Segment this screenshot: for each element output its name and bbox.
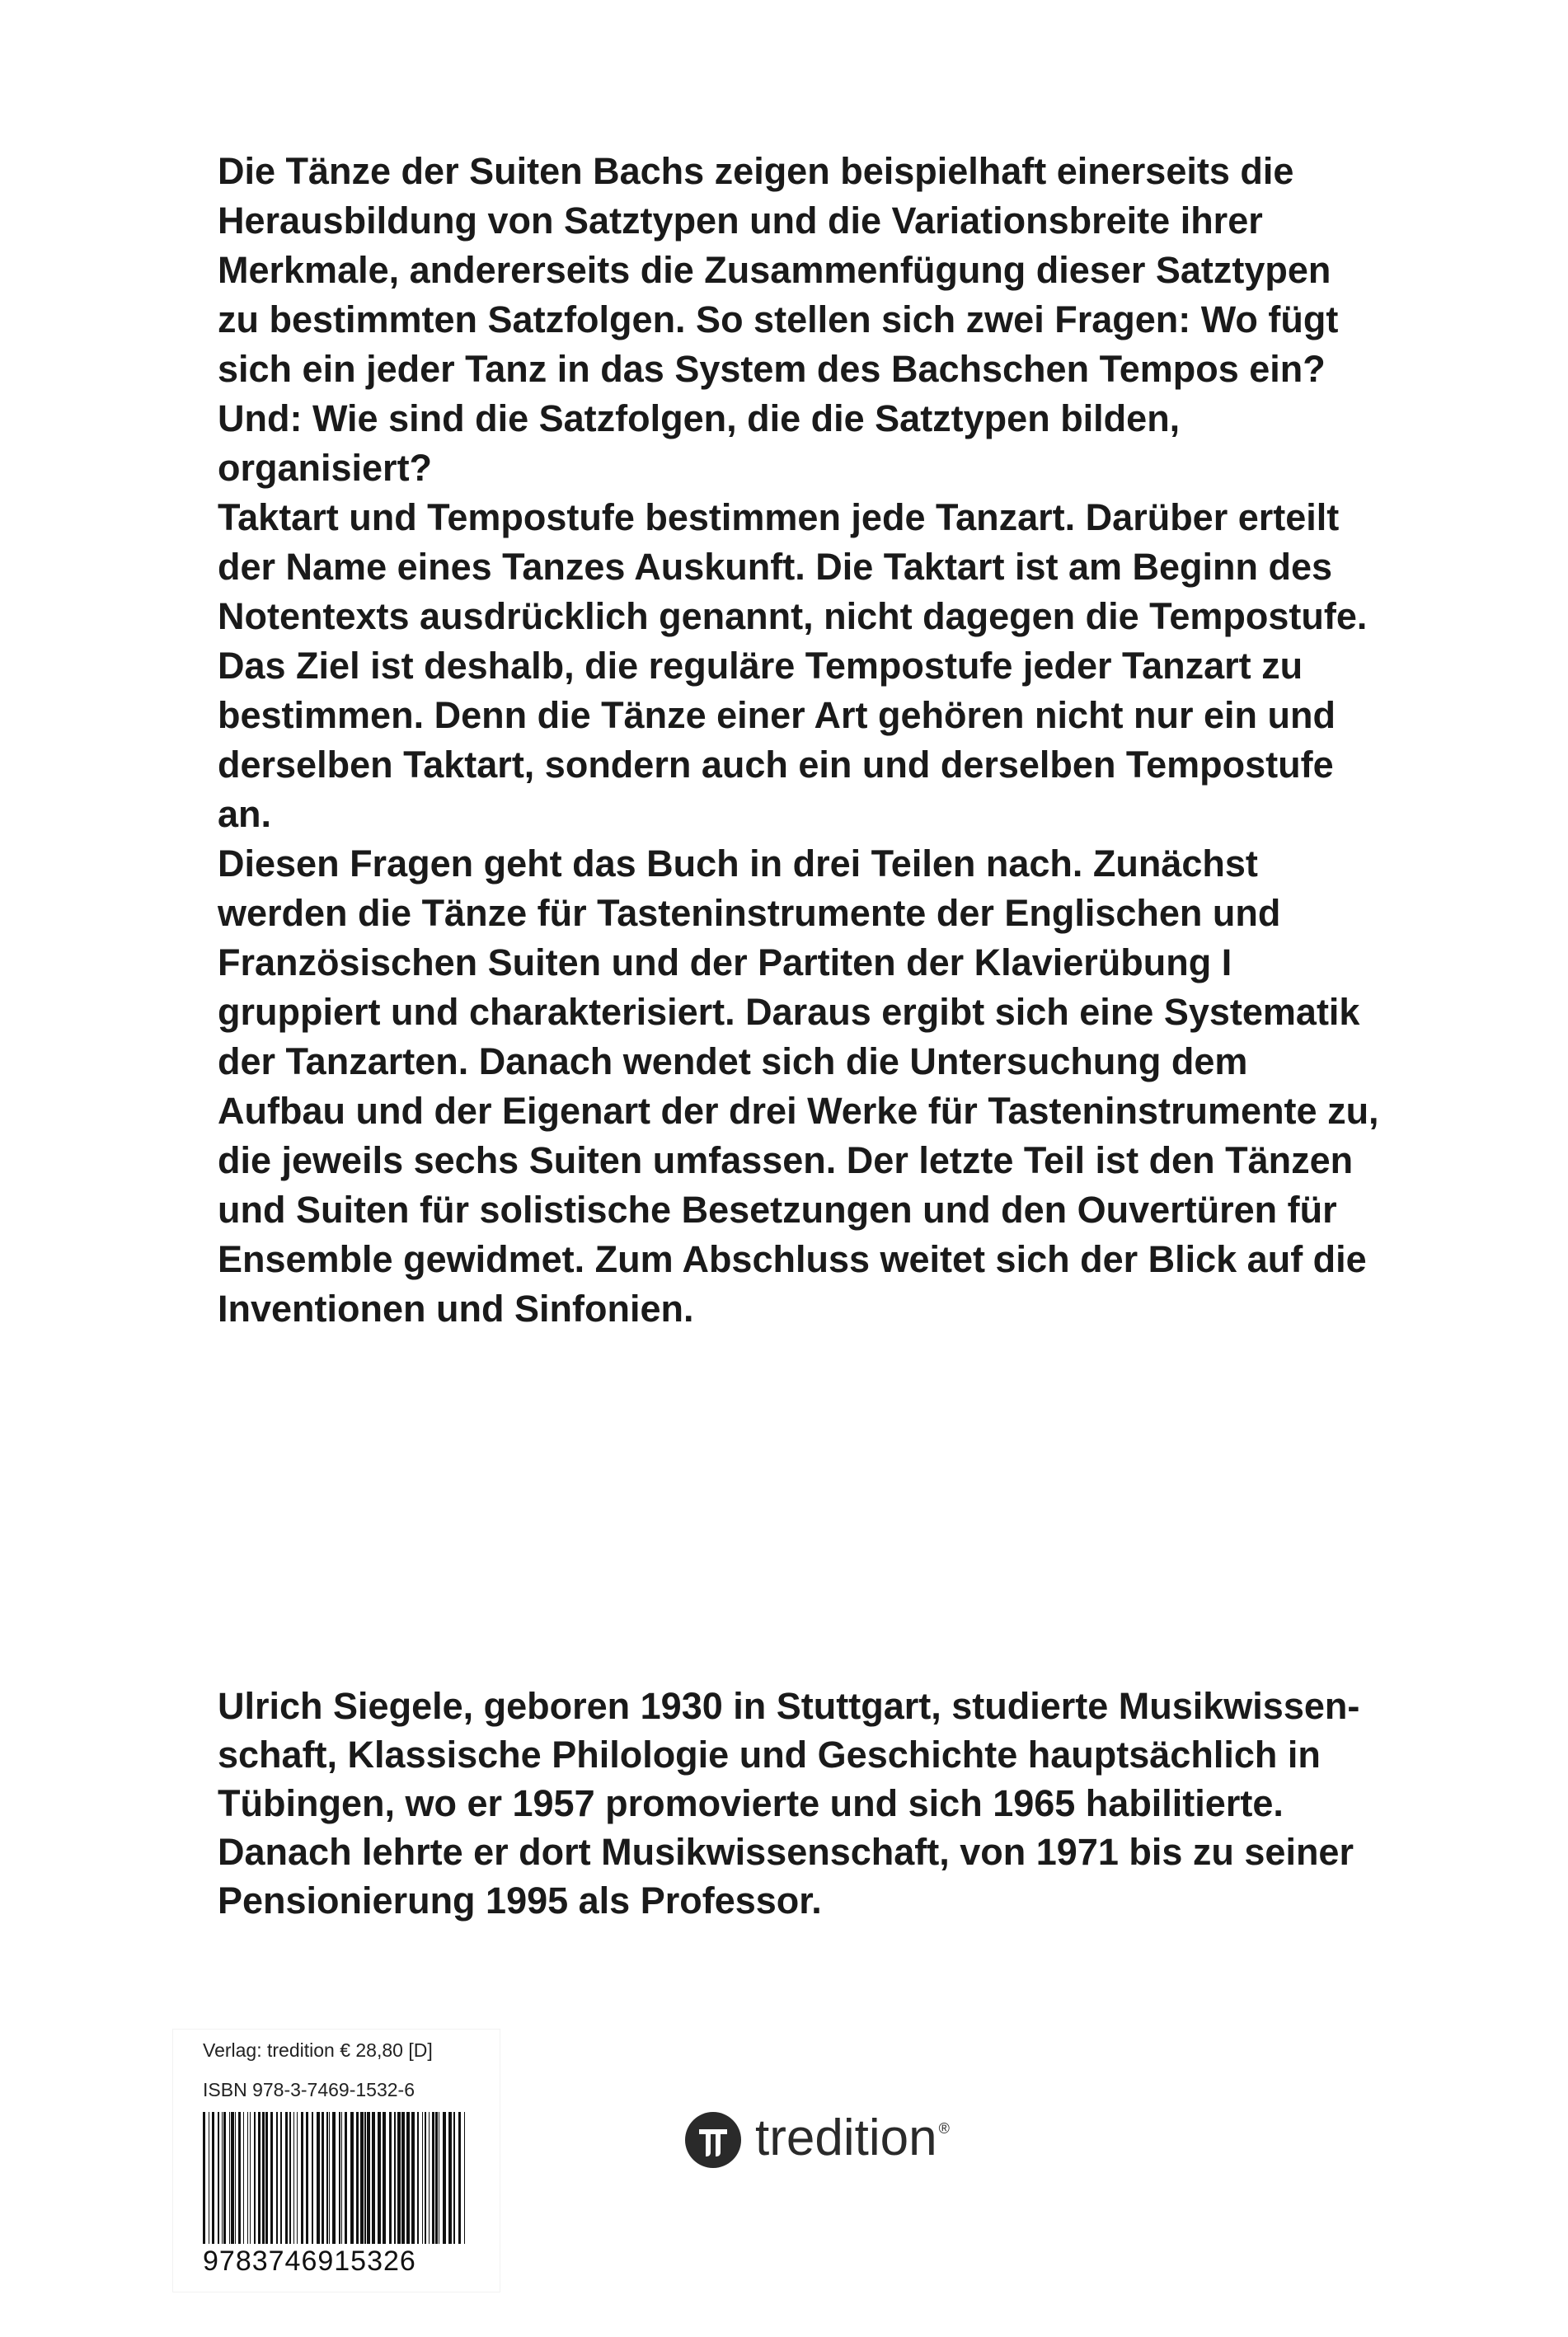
barcode-bar (326, 2112, 328, 2244)
logo-text (755, 2109, 948, 2167)
barcode-bar (350, 2112, 354, 2244)
barcode-bar (332, 2112, 336, 2244)
barcode-icon (203, 2112, 467, 2244)
barcode-bar (212, 2112, 214, 2244)
barcode-bar (254, 2112, 256, 2244)
barcode-bar (341, 2112, 342, 2244)
barcode-label (173, 2030, 500, 2292)
barcode-bar (435, 2112, 438, 2244)
barcode-bar (425, 2112, 426, 2244)
blurb-line: an. (218, 793, 272, 835)
blurb-line: Das Ziel ist deshalb, die reguläre Tempostufe jeder Tanzart zu (218, 645, 1303, 687)
blurb-line: Diesen Fragen geht das Buch in drei Teilen nach. Zunächst (218, 842, 1258, 885)
blurb-line: die jeweils sechs Suiten umfassen. Der letzte Teil ist den Tänzen (218, 1139, 1354, 1181)
bio-line: schaft, Klassische Philologie und Geschichte hauptsächlich in (218, 1734, 1321, 1776)
barcode-bar (289, 2112, 291, 2244)
registered-mark: ® (938, 2120, 950, 2137)
bio-line: Tübingen, wo er 1957 promovierte und sich 1965 habilitierte. (218, 1782, 1284, 1824)
barcode-bar (265, 2112, 268, 2244)
publisher-logo (684, 2110, 948, 2169)
blurb-line: Taktart und Tempostufe bestimmen jede Tanzart. Darüber erteilt (218, 496, 1340, 538)
isbn-text: ISBN 978-3-7469-1532-6 (203, 2079, 415, 2100)
author-bio (218, 1682, 1537, 1925)
barcode-digits: 9783746915326 (203, 2245, 416, 2277)
barcode-bar (364, 2112, 366, 2244)
barcode-bar (356, 2112, 359, 2244)
barcode-bar (258, 2112, 261, 2244)
barcode-bar (448, 2112, 452, 2244)
blurb-line: Ensemble gewidmet. Zum Abschluss weitet sich der Blick auf die (218, 1238, 1367, 1280)
barcode-bar (250, 2112, 251, 2244)
publisher-price: Verlag: tredition € 28,80 [D] (203, 2039, 433, 2061)
barcode-bar (306, 2112, 308, 2244)
barcode-bar (223, 2112, 226, 2244)
barcode-bar (322, 2112, 324, 2244)
barcode-bar (297, 2112, 298, 2244)
blurb-line: Inventionen und Sinfonien. (218, 1288, 694, 1330)
blurb-line: zu bestimmten Satzfolgen. So stellen sich zwei Fragen: Wo fügt (218, 298, 1339, 340)
barcode-bar (280, 2112, 282, 2244)
barcode-bar (406, 2112, 410, 2244)
blurb-line: Herausbildung von Satztypen und die Variationsbreite ihrer (218, 199, 1263, 242)
barcode-bar (270, 2112, 273, 2244)
barcode-bar (345, 2112, 347, 2244)
barcode-bar (247, 2112, 248, 2244)
barcode-bar (401, 2112, 405, 2244)
tredition-logo-icon (684, 2111, 742, 2169)
barcode-bar (458, 2112, 461, 2244)
barcode-bar (301, 2112, 303, 2244)
barcode-bar (422, 2112, 423, 2244)
barcode-bar (238, 2112, 241, 2244)
bio-line: Ulrich Siegele, geboren 1930 in Stuttgart, studierte Musikwissen- (218, 1685, 1360, 1727)
blurb-line: der Tanzarten. Danach wendet sich die Untersuchung dem (218, 1040, 1248, 1082)
barcode-bar (276, 2112, 278, 2244)
barcode-bar (339, 2112, 340, 2244)
barcode-bar (235, 2112, 236, 2244)
barcode-bar (218, 2112, 219, 2244)
blurb-text (218, 147, 1537, 1334)
barcode-bar (429, 2112, 430, 2244)
barcode-bar (312, 2112, 313, 2244)
blurb-line: organisiert? (218, 447, 433, 489)
barcode-bar (378, 2112, 381, 2244)
barcode-bar (360, 2112, 364, 2244)
blurb-line: Die Tänze der Suiten Bachs zeigen beispielhaft einerseits die (218, 150, 1294, 192)
barcode-bar (372, 2112, 375, 2244)
blurb-line: Und: Wie sind die Satzfolgen, die die Satztypen bilden, (218, 397, 1181, 439)
blurb-line: derselben Taktart, sondern auch ein und derselben Tempostufe (218, 744, 1334, 786)
barcode-bar (432, 2112, 434, 2244)
barcode-bar (243, 2112, 244, 2244)
barcode-bar (329, 2112, 330, 2244)
blurb-line: der Name eines Tanzes Auskunft. Die Taktart ist am Beginn des (218, 546, 1333, 588)
barcode-bar (464, 2112, 465, 2244)
barcode-bar (453, 2112, 455, 2244)
blurb-line: sich ein jeder Tanz in das System des Bachschen Tempos ein? (218, 348, 1326, 390)
barcode-bar (229, 2112, 230, 2244)
blurb-line: Merkmale, andererseits die Zusammenfügung dieser Satztypen (218, 249, 1331, 291)
blurb-line: gruppiert und charakterisiert. Daraus ergibt sich eine Systematik (218, 991, 1360, 1033)
barcode-bar (231, 2112, 234, 2244)
blurb-line: Aufbau und der Eigenart der drei Werke für Tasteninstrumente zu, (218, 1090, 1379, 1132)
barcode-bar (411, 2112, 415, 2244)
bio-line: Danach lehrte er dort Musikwissenschaft, von 1971 bis zu seiner (218, 1831, 1354, 1873)
barcode-bar (397, 2112, 401, 2244)
bio-line: Pensionierung 1995 als Professor. (218, 1879, 822, 1922)
logo-wordmark: tredition (755, 2109, 937, 2166)
barcode-bar (394, 2112, 396, 2244)
blurb-line: werden die Tänze für Tasteninstrumente der Englischen und (218, 892, 1281, 934)
barcode-bar (383, 2112, 386, 2244)
barcode-bar (222, 2112, 223, 2244)
barcode-bar (443, 2112, 446, 2244)
blurb-line: und Suiten für solistische Besetzungen und den Ouvertüren für (218, 1189, 1337, 1231)
barcode-bar (203, 2112, 205, 2244)
barcode-bar (317, 2112, 320, 2244)
barcode-bar (417, 2112, 419, 2244)
barcode-bar (367, 2112, 370, 2244)
blurb-line: bestimmen. Denn die Tänze einer Art gehören nicht nur ein und (218, 694, 1336, 736)
barcode-bar (389, 2112, 392, 2244)
barcode-bar (293, 2112, 294, 2244)
barcode-bar (262, 2112, 265, 2244)
blurb-line: Französischen Suiten und der Partiten der Klavierübung I (218, 941, 1232, 983)
barcode-bar (285, 2112, 288, 2244)
blurb-line: Notentexts ausdrücklich genannt, nicht dagegen die Tempostufe. (218, 595, 1368, 637)
